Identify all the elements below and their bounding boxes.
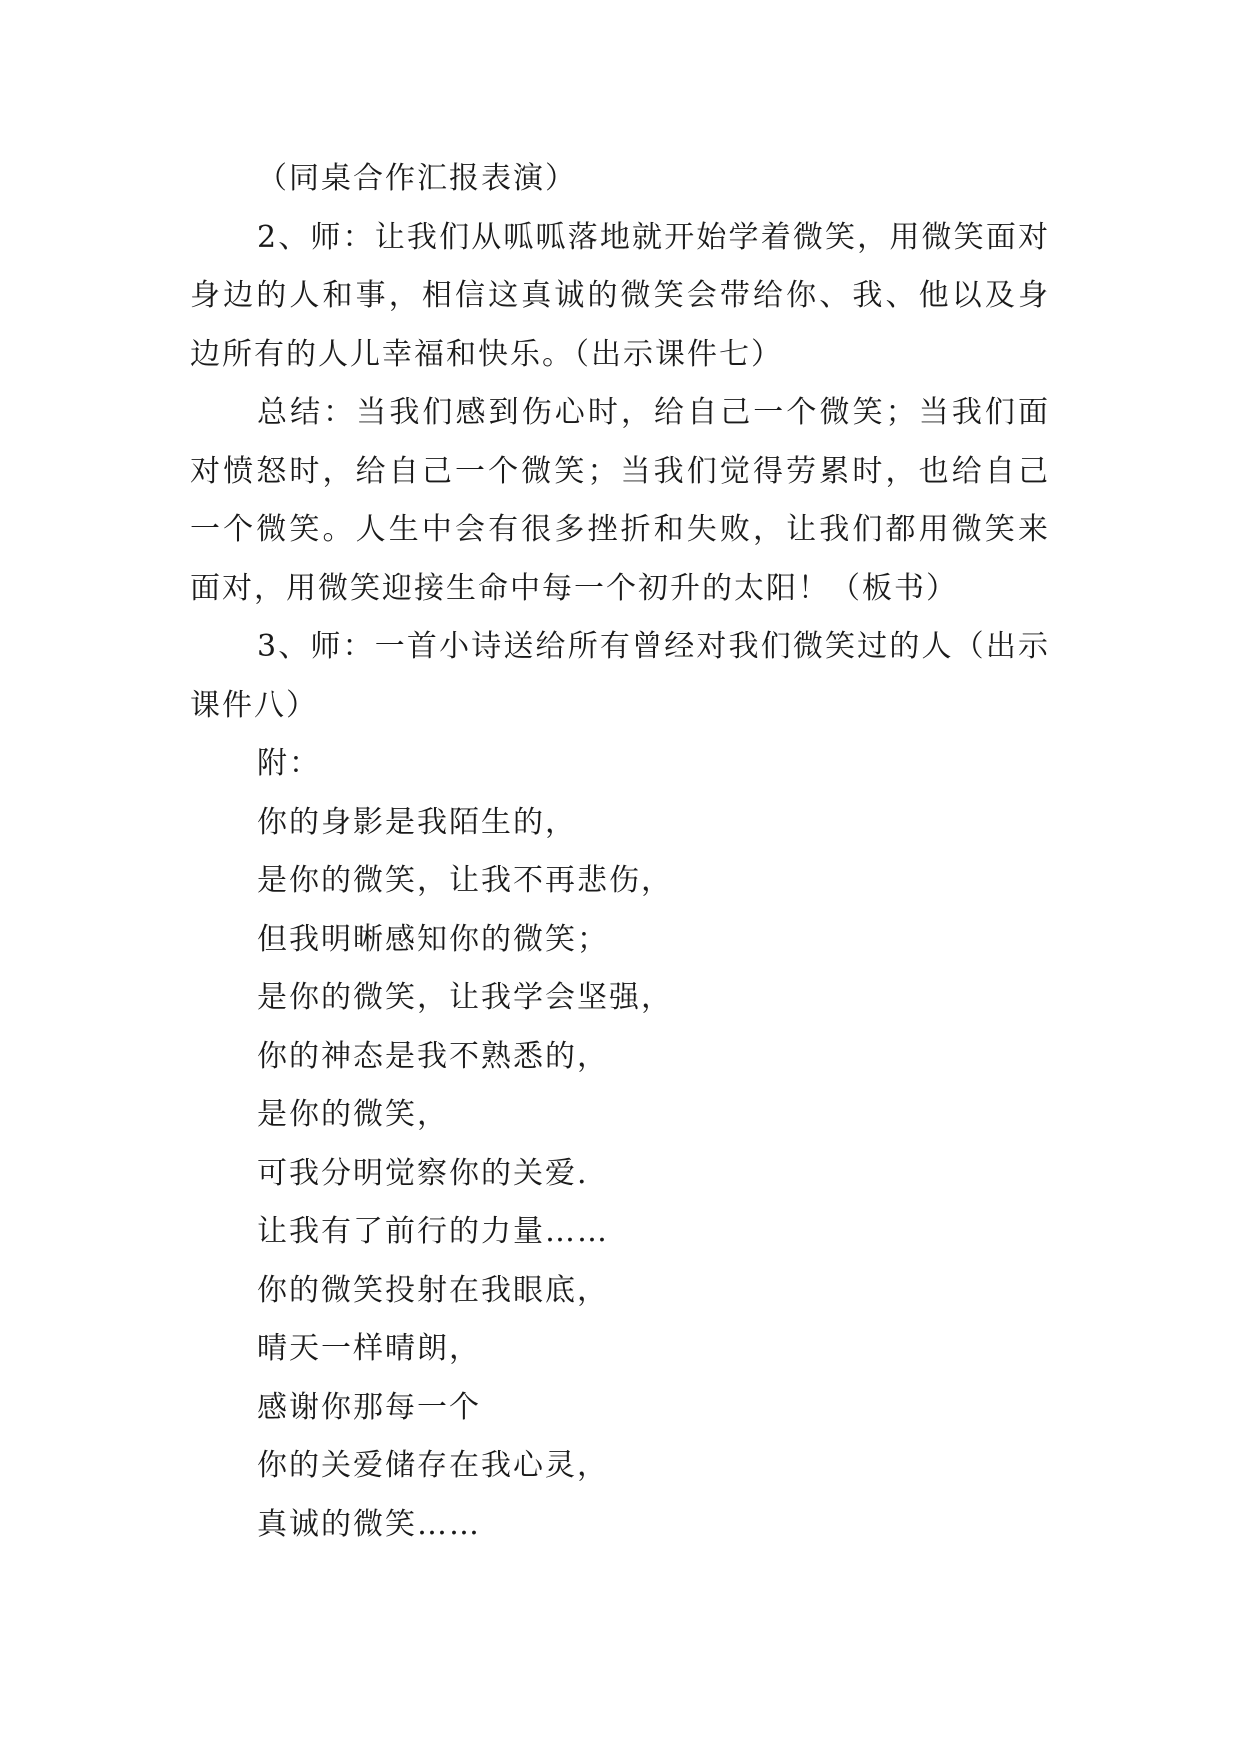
- paragraph-appendix-label: 附：: [257, 746, 321, 781]
- poem-line: 你的微笑投射在我眼底，: [257, 1272, 609, 1308]
- paragraph-performance-note: （同桌合作汇报表演）: [257, 161, 577, 196]
- poem: [190, 794, 1050, 1555]
- poem-line: 是你的微笑，让我不再悲伤，: [257, 863, 673, 898]
- poem-line: 真诚的微笑……: [257, 1506, 481, 1542]
- poem-line: 你的关爱储存在我心灵，: [257, 1448, 609, 1483]
- poem-line: 让我有了前行的力量……: [257, 1214, 609, 1249]
- poem-line: 是你的微笑，让我学会坚强，: [257, 980, 673, 1015]
- paragraph-poem-intro: 3、师：一首小诗送给所有曾经对我们微笑过的人（出示课件八）: [190, 629, 1050, 723]
- paragraph-teacher-smile: 2、师：让我们从呱呱落地就开始学着微笑，用微笑面对身边的人和事，相信这真诚的微笑会带给你、我、他以及身边所有的人儿幸福和快乐。（出示课件七）: [190, 219, 1050, 372]
- poem-line: 你的身影是我陌生的，: [257, 804, 577, 840]
- document-page: [190, 150, 1050, 1554]
- paragraph-summary: 总结：当我们感到伤心时，给自己一个微笑；当我们面对愤怒时，给自己一个微笑；当我们觉得劳累时，也给自己一个微笑。人生中会有很多挫折和失败，让我们都用微笑来面对，用微笑迎接生命中每一个初升的太阳！（板书）: [190, 395, 1050, 606]
- poem-line: 感谢你那每一个: [257, 1389, 481, 1425]
- poem-line: 晴天一样晴朗，: [257, 1331, 481, 1366]
- poem-line: 你的神态是我不熟悉的，: [257, 1038, 609, 1074]
- poem-line: 可我分明觉察你的关爱.: [257, 1155, 589, 1191]
- poem-line: 但我明晰感知你的微笑；: [257, 921, 609, 957]
- poem-line: 是你的微笑，: [257, 1097, 449, 1132]
